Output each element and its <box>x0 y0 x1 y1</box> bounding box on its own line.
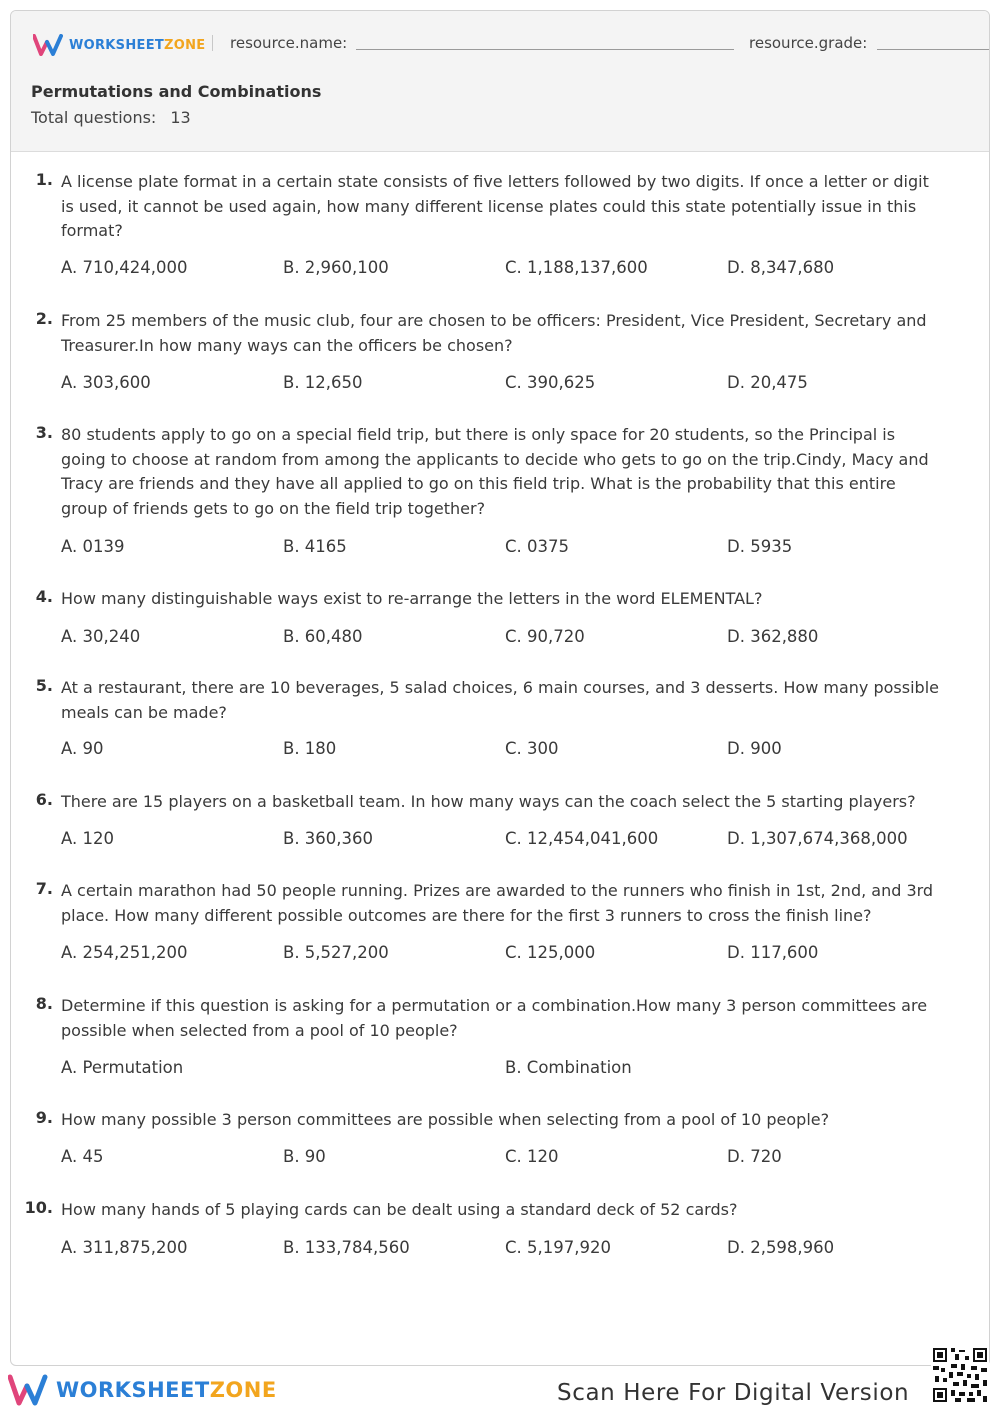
answer-option[interactable]: D. 117,600 <box>727 943 819 962</box>
answer-option[interactable]: B. 5,527,200 <box>283 943 389 962</box>
total-questions <box>31 108 191 127</box>
name-field[interactable] <box>356 49 734 50</box>
question-text: There are 15 players on a basketball team. In how many ways can the coach select the 5 starting players? <box>61 792 916 811</box>
footer-brand-logo <box>8 1374 277 1406</box>
brand-logo <box>33 33 206 57</box>
total-value: 13 <box>170 108 191 127</box>
answer-option[interactable]: C. 390,625 <box>505 373 596 392</box>
question-text: 80 students apply to go on a special field trip, but there is only space for 20 students, so the Principal is going to choose at random from among the applicants to decide who gets to go on the trip.Cindy, Macy and Tracy are friends and they have all applied to go on this field trip. What is the probability that this entire group of friends gets to go on the field trip together? <box>61 425 929 518</box>
divider <box>212 35 213 51</box>
answer-option[interactable]: C. 90,720 <box>505 627 585 646</box>
scan-text: Scan Here For Digital Version <box>557 1380 910 1406</box>
question-number: 3. <box>35 423 53 442</box>
question-text: A license plate format in a certain state consists of five letters followed by two digits. If once a letter or digit is used, it cannot be used again, how many different license plates could this state potentially issue in this format? <box>61 172 929 241</box>
answer-option[interactable]: A. 30,240 <box>61 627 141 646</box>
answer-option[interactable]: D. 720 <box>727 1147 782 1166</box>
worksheet-title: Permutations and Combinations <box>31 82 322 101</box>
question-number: 8. <box>35 994 53 1013</box>
worksheet-header <box>11 11 989 152</box>
name-label: resource.name: <box>230 34 348 52</box>
answer-option[interactable]: D. 1,307,674,368,000 <box>727 829 908 848</box>
answer-option[interactable]: C. 12,454,041,600 <box>505 829 659 848</box>
grade-field[interactable] <box>877 49 989 50</box>
answer-option[interactable]: B. 12,650 <box>283 373 363 392</box>
question-text: How many distinguishable ways exist to re-arrange the letters in the word ELEMENTAL? <box>61 589 763 608</box>
question-text: A certain marathon had 50 people running. Prizes are awarded to the runners who finish in 1st, 2nd, and 3rd place. How many different possible outcomes are there for the first 3 runners to cross the finish line? <box>61 881 934 925</box>
total-label: Total questions: <box>31 108 157 127</box>
w-logo-icon <box>33 34 63 56</box>
answer-option[interactable]: C. 1,188,137,600 <box>505 258 648 277</box>
answer-option[interactable]: C. 120 <box>505 1147 559 1166</box>
answer-option[interactable]: D. 20,475 <box>727 373 808 392</box>
answer-option[interactable]: A. 0139 <box>61 537 125 556</box>
question-number: 2. <box>35 309 53 328</box>
answer-option[interactable]: B. 180 <box>283 739 337 758</box>
answer-option[interactable]: D. 2,598,960 <box>727 1238 835 1257</box>
answer-option[interactable]: B. 2,960,100 <box>283 258 389 277</box>
question-number: 7. <box>35 879 53 898</box>
question-text: How many possible 3 person committees are possible when selecting from a pool of 10 people? <box>61 1110 830 1129</box>
answer-option[interactable]: C. 5,197,920 <box>505 1238 611 1257</box>
answer-option[interactable]: A. 311,875,200 <box>61 1238 188 1257</box>
answer-option[interactable]: C. 300 <box>505 739 559 758</box>
grade-label: resource.grade: <box>749 34 868 52</box>
answer-option[interactable]: C. 0375 <box>505 537 570 556</box>
answer-option[interactable]: B. 4165 <box>283 537 347 556</box>
answer-option[interactable]: D. 900 <box>727 739 782 758</box>
question-text: Determine if this question is asking for a permutation or a combination.How many 3 person committees are possible when selected from a pool of 10 people? <box>61 996 928 1040</box>
question-text: How many hands of 5 playing cards can be dealt using a standard deck of 52 cards? <box>61 1200 738 1219</box>
answer-option[interactable]: A. 303,600 <box>61 373 151 392</box>
answer-option[interactable]: A. Permutation <box>61 1058 184 1077</box>
question-number: 1. <box>35 170 53 189</box>
answer-option[interactable]: A. 710,424,000 <box>61 258 188 277</box>
answer-option[interactable]: B. Combination <box>505 1058 632 1077</box>
answer-option[interactable]: B. 133,784,560 <box>283 1238 410 1257</box>
brand-name: WORKSHEETZONE <box>69 37 206 53</box>
question-number: 4. <box>35 587 53 606</box>
question-text: From 25 members of the music club, four are chosen to be officers: President, Vice President, Secretary and Treasurer.In how many ways can the officers be chosen? <box>61 311 927 355</box>
footer <box>0 1366 1000 1414</box>
answer-option[interactable]: D. 5935 <box>727 537 793 556</box>
answer-option[interactable]: A. 120 <box>61 829 114 848</box>
question-text: At a restaurant, there are 10 beverages, 5 salad choices, 6 main courses, and 3 desserts. How many possible meals can be made? <box>61 678 939 722</box>
question-number: 9. <box>35 1108 53 1127</box>
question-number: 5. <box>35 676 53 695</box>
question-number: 6. <box>35 790 53 809</box>
answer-option[interactable]: B. 360,360 <box>283 829 374 848</box>
answer-option[interactable]: B. 90 <box>283 1147 326 1166</box>
answer-option[interactable]: A. 254,251,200 <box>61 943 188 962</box>
answer-option[interactable]: D. 8,347,680 <box>727 258 835 277</box>
qr-code-icon[interactable] <box>931 1346 989 1404</box>
answer-option[interactable]: B. 60,480 <box>283 627 363 646</box>
question-number: 10. <box>24 1198 53 1217</box>
w-logo-icon <box>8 1374 48 1406</box>
footer-brand-name: WORKSHEETZONE <box>56 1378 277 1402</box>
answer-option[interactable]: A. 90 <box>61 739 104 758</box>
worksheet-page <box>10 10 990 1366</box>
answer-option[interactable]: D. 362,880 <box>727 627 819 646</box>
answer-option[interactable]: A. 45 <box>61 1147 104 1166</box>
answer-option[interactable]: C. 125,000 <box>505 943 596 962</box>
